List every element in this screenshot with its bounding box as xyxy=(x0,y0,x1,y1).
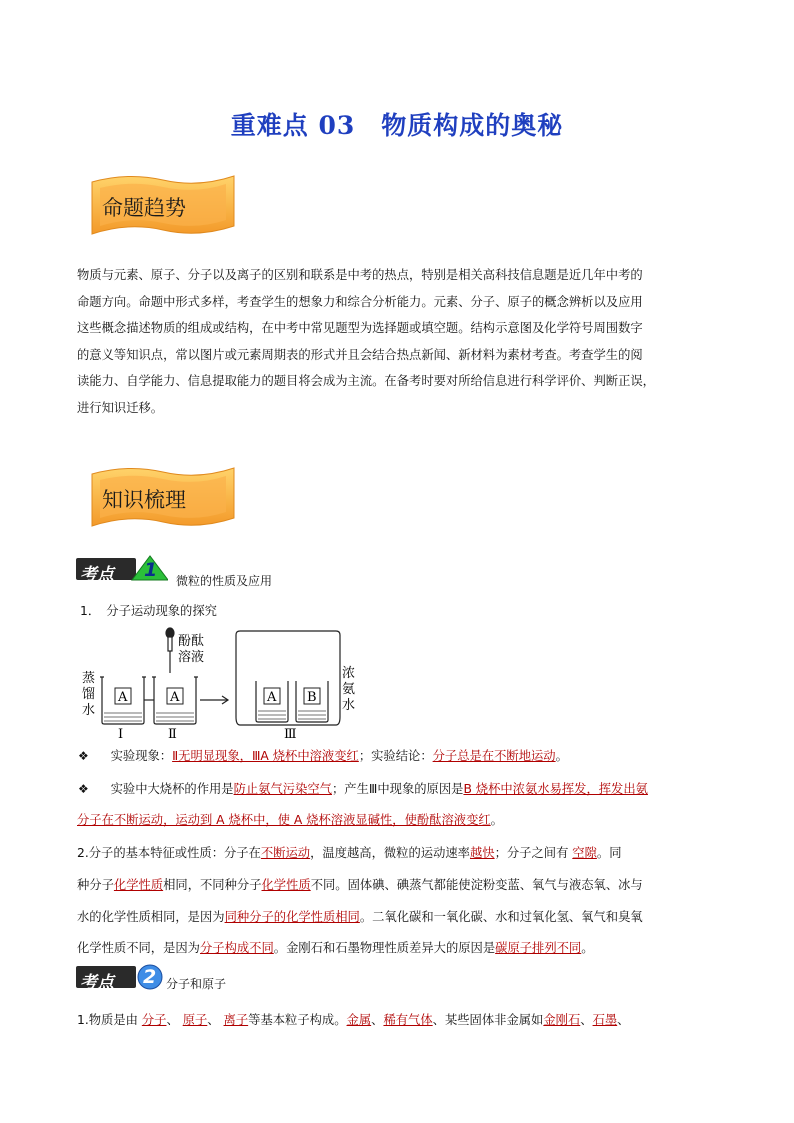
answer-blank: 稀有气体 xyxy=(383,1013,433,1027)
kaodian-2-badge xyxy=(76,962,168,993)
trend-paragraph xyxy=(77,262,719,421)
molecule-properties-line: 种分子化学性质相同，不同种分子化学性质不同。固体碘、碘蒸气都能使淀粉变蓝、氧气与液态氧、冰与 xyxy=(77,878,643,892)
answer-blank: 原子 xyxy=(182,1013,208,1027)
answer-blank: 越快 xyxy=(469,846,495,860)
beaker-label-a: A xyxy=(170,690,180,705)
bullet-icon: ❖ xyxy=(78,782,89,796)
kaodian-2-title: 分子和原子 xyxy=(166,977,227,991)
ammonia-label: 氨 xyxy=(342,682,356,697)
answer-blank: 碳原子排列不同 xyxy=(495,941,582,955)
bullet-icon: ❖ xyxy=(78,749,89,763)
answer-blank: 石墨 xyxy=(592,1013,618,1027)
trend-line: 命题方向。命题中形式多样，考查学生的想象力和综合分析能力。元素、分子、原子的概念辨析以及应用 xyxy=(77,294,643,309)
knowledge-banner-label: 知识梳理 xyxy=(102,488,186,512)
ammonia-label: 浓 xyxy=(342,666,356,681)
trend-banner xyxy=(88,172,238,238)
answer-blank: 离子 xyxy=(223,1013,249,1027)
answer-blank: 金属 xyxy=(346,1013,372,1027)
water-label: 馏 xyxy=(82,687,96,702)
molecule-properties-line: 化学性质不同，是因为分子构成不同。金刚石和石墨物理性质差异大的原因是碳原子排列不同。 xyxy=(77,941,594,955)
trend-line: 的意义等知识点，常以图片或元素周期表的形式并且会结合热点新闻、新材料为素材考查。考查学生的阅 xyxy=(77,347,643,362)
kaodian-1-badge xyxy=(76,554,168,585)
beaker-label-a: A xyxy=(267,690,277,705)
molecule-properties-line: 2.分子的基本特征或性质：分子在不断运动，温度越高，微粒的运动速率越快；分子之间有 空隙。同 xyxy=(77,846,622,860)
kaodian-1-badge-text: 考点 xyxy=(80,565,114,585)
answer-blank: 金刚石 xyxy=(543,1013,581,1027)
trend-line: 进行知识迁移。 xyxy=(77,400,164,415)
ammonia-label: 水 xyxy=(342,698,356,713)
answer-blank: B 烧杯中浓氨水易挥发，挥发出氨 xyxy=(463,782,648,796)
matter-composition-line: 1.物质是由 分子、 原子、 离子等基本粒子构成。金属、稀有气体、某些固体非金属如金刚石、石墨、 xyxy=(77,1013,630,1027)
water-label: 水 xyxy=(82,703,96,718)
step-label: Ⅱ xyxy=(168,727,177,740)
trend-line: 这些概念描述物质的组成或结构，在中考中常见题型为选择题或填空题。结构示意图及化学符号周围数字 xyxy=(77,321,643,335)
phenol-label: 酚酞 xyxy=(178,634,205,649)
trend-banner-label: 命题趋势 xyxy=(102,196,186,220)
kaodian-2-number: 2 xyxy=(143,966,157,988)
answer-blank: 分子 xyxy=(141,1013,167,1027)
step-label: Ⅲ xyxy=(284,727,297,740)
answer-blank: 分子构成不同 xyxy=(199,941,274,955)
answer-blank: 同种分子的化学性质相同 xyxy=(224,910,360,924)
answer-blank: 化学性质 xyxy=(261,878,311,892)
trend-line: 读能力、自学能力、信息提取能力的题目将会成为主流。在备考时要对所给信息进行科学评价、判断正误， xyxy=(77,374,655,388)
step-label: Ⅰ xyxy=(118,727,124,740)
trend-line: 物质与元素、原子、分子以及离子的区别和联系是中考的热点，特别是相关高科技信息题是近几年中考的 xyxy=(77,268,643,282)
kaodian-2-badge-text: 考点 xyxy=(80,973,114,993)
answer-blank: 不断运动 xyxy=(260,846,311,860)
kaodian-1-title: 微粒的性质及应用 xyxy=(176,574,273,588)
bullet-large-beaker: ❖ 实验中大烧杯的作用是防止氨气污染空气；产生Ⅲ中现象的原因是B 烧杯中浓氨水易挥发，挥发出氨 xyxy=(78,782,648,796)
answer-blank: 分子总是在不断地运动 xyxy=(432,749,556,763)
answer-blank: 空隙 xyxy=(572,846,597,860)
bullet-large-beaker-cont: 分子在不断运动，运动到 A 烧杯中，使 A 烧杯溶液显碱性，使酚酞溶液变红。 xyxy=(77,813,503,827)
ammonia-diffusion-diagram xyxy=(78,625,378,740)
beaker-label-a: A xyxy=(118,690,128,705)
page-title: 重难点 03 物质构成的奥秘 xyxy=(230,111,564,140)
kaodian-1-number: 1 xyxy=(144,559,158,581)
section-1-heading: 1． 分子运动现象的探究 xyxy=(80,604,217,618)
water-label: 蒸 xyxy=(82,671,96,686)
answer-blank: 防止氨气污染空气 xyxy=(233,782,332,796)
bullet-experiment-result: ❖ 实验现象：Ⅱ无明显现象，ⅢA 烧杯中溶液变红；实验结论：分子总是在不断地运动。 xyxy=(78,749,568,763)
answer-blank: 分子在不断运动，运动到 A 烧杯中，使 A 烧杯溶液显碱性，使酚酞溶液变红 xyxy=(77,813,491,827)
knowledge-banner xyxy=(88,464,238,530)
answer-blank: Ⅱ无明显现象，ⅢA 烧杯中溶液变红 xyxy=(172,749,359,763)
beaker-label-b: B xyxy=(307,690,317,705)
phenol-label: 溶液 xyxy=(178,650,205,665)
answer-blank: 化学性质 xyxy=(113,878,164,892)
molecule-properties-line: 水的化学性质相同，是因为同种分子的化学性质相同。二氧化碳和一氧化碳、水和过氧化氢、氧气和臭氧 xyxy=(77,910,643,924)
